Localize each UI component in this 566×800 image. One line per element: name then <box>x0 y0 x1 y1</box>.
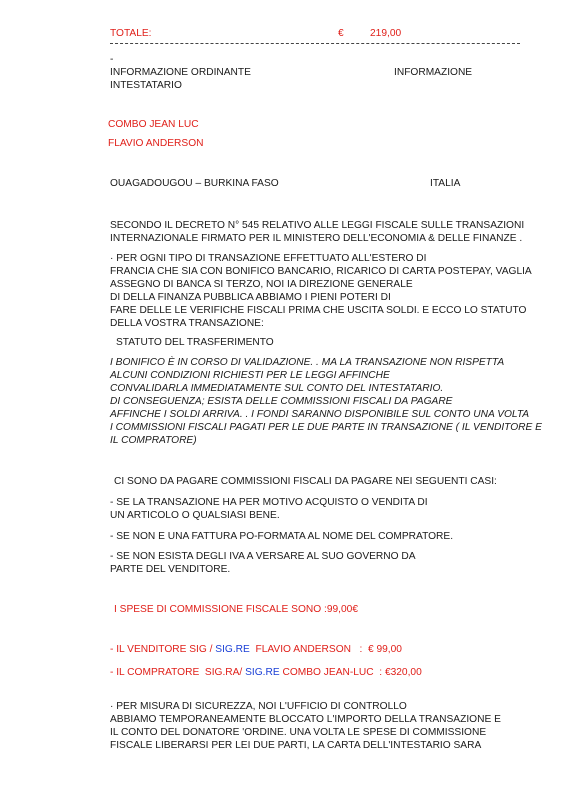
paragraph-line: ASSEGNO DI BANCA SI TERZO, NOI IA DIREZIONE GENERALE <box>110 279 413 290</box>
paragraph-line: FRANCIA CHE SIA CON BONIFICO BANCARIO, RICARICO DI CARTA POSTEPAY, VAGLIA <box>110 266 532 277</box>
paragraph-line: ABBIAMO TEMPORANEAMENTE BLOCCATO L'IMPORTO DELLA TRANSAZIONE E <box>110 714 501 725</box>
transaction-paragraph <box>110 252 532 330</box>
dashed-divider <box>110 43 520 44</box>
seller-suffix: FLAVIO ANDERSON : € 99,00 <box>249 644 402 655</box>
decree-paragraph <box>110 219 524 245</box>
case-1 <box>110 496 428 522</box>
name-flavio: FLAVIO ANDERSON <box>108 138 204 149</box>
security-paragraph <box>110 700 501 752</box>
total-currency: € <box>338 28 344 39</box>
paragraph-line: FARE DELLE LE VERIFICHE FISCALI PRIMA CHE USCITA SOLDI. E ECCO LO STATUTO <box>110 305 527 316</box>
status-paragraph <box>110 356 542 447</box>
decree-line: SECONDO IL DECRETO N° 545 RELATIVO ALLE LEGGI FISCALE SULLE TRANSAZIONI <box>110 220 525 231</box>
paragraph-line: AFFINCHE I SOLDI ARRIVA. . I FONDI SARANNO DISPONIBILE SUL CONTO UNA VOLTA <box>110 409 530 420</box>
paragraph-line: ALCUNI CONDIZIONI RICHIESTI PER LE LEGGI AFFINCHE <box>110 370 390 381</box>
info-intestatario-label-cont: INTESTATARIO <box>110 80 182 91</box>
buyer-fee <box>110 666 422 679</box>
paragraph-line: DI CONSEGUENZA; ESISTA DELLE COMMISSIONI FISCALI DA PAGARE <box>110 396 453 407</box>
total-amount: 219,00 <box>370 28 402 39</box>
case-3 <box>110 550 416 576</box>
paragraph-line: DELLA VOSTRA TRANSAZIONE: <box>110 318 264 329</box>
case-line: UN ARTICOLO O QUALSIASI BENE. <box>110 510 280 521</box>
buyer-prefix: - IL COMPRATORE SIG.RA/ <box>110 667 246 678</box>
case-line: PARTE DEL VENDITORE. <box>110 564 231 575</box>
info-ordinante-label: INFORMAZIONE ORDINANTE <box>110 67 251 78</box>
fees-total: I SPESE DI COMMISSIONE FISCALE SONO :99,00€ <box>114 604 359 615</box>
stray-dash: - <box>110 54 114 65</box>
buyer-suffix: COMBO JEAN-LUC : €320,00 <box>279 667 422 678</box>
paragraph-line: I COMMISSIONI FISCALI PAGATI PER LE DUE PARTE IN TRANSAZIONE ( IL VENDITORE E <box>110 422 542 433</box>
seller-fee <box>110 643 402 656</box>
location-left: OUAGADOUGOU – BURKINA FASO <box>110 178 279 189</box>
paragraph-line: IL CONTO DEL DONATORE 'ORDINE. UNA VOLTA LE SPESE DI COMMISSIONE <box>110 727 487 738</box>
case-line: - SE LA TRANSAZIONE HA PER MOTIVO ACQUISTO O VENDITA DI <box>110 497 428 508</box>
paragraph-line: I BONIFICO È IN CORSO DI VALIDAZIONE. . MA LA TRANSAZIONE NON RISPETTA <box>110 357 505 368</box>
case-2: - SE NON E UNA FATTURA PO-FORMATA AL NOME DEL COMPRATORE. <box>110 531 454 542</box>
statuto-heading: STATUTO DEL TRASFERIMENTO <box>116 337 274 348</box>
decree-line: INTERNAZIONALE FIRMATO PER IL MINISTERO DELL'ECONOMIA & DELLE FINANZE . <box>110 233 523 244</box>
location-right: ITALIA <box>430 178 461 189</box>
paragraph-line: · PER MISURA DI SICUREZZA, NOI L'UFFICIO DI CONTROLLO <box>110 701 407 712</box>
paragraph-line: CONVALIDARLA IMMEDIATAMENTE SUL CONTO DEL INTESTATARIO. <box>110 383 444 394</box>
case-line: - SE NON ESISTA DEGLI IVA A VERSARE AL SUO GOVERNO DA <box>110 551 416 562</box>
name-combo: COMBO JEAN LUC <box>108 119 199 130</box>
paragraph-line: · PER OGNI TIPO DI TRANSAZIONE EFFETTUATO ALL'ESTERO DI <box>110 253 427 264</box>
seller-prefix: - IL VENDITORE SIG / <box>110 644 216 655</box>
total-label: TOTALE: <box>110 28 152 39</box>
cases-heading: CI SONO DA PAGARE COMMISSIONI FISCALI DA PAGARE NEI SEGUENTI CASI: <box>114 476 497 487</box>
info-intestatario-label: INFORMAZIONE <box>394 67 473 78</box>
buyer-sigre-link[interactable]: SIG.RE <box>245 667 280 678</box>
paragraph-line: FISCALE LIBERARSI PER LEI DUE PARTI, LA CARTA DELL'INTESTARIO SARA <box>110 740 482 751</box>
paragraph-line: DI DELLA FINANZA PUBBLICA ABBIAMO I PIENI POTERI DI <box>110 292 391 303</box>
seller-sigre-link[interactable]: SIG.RE <box>215 644 250 655</box>
paragraph-line: IL COMPRATORE) <box>110 435 197 446</box>
